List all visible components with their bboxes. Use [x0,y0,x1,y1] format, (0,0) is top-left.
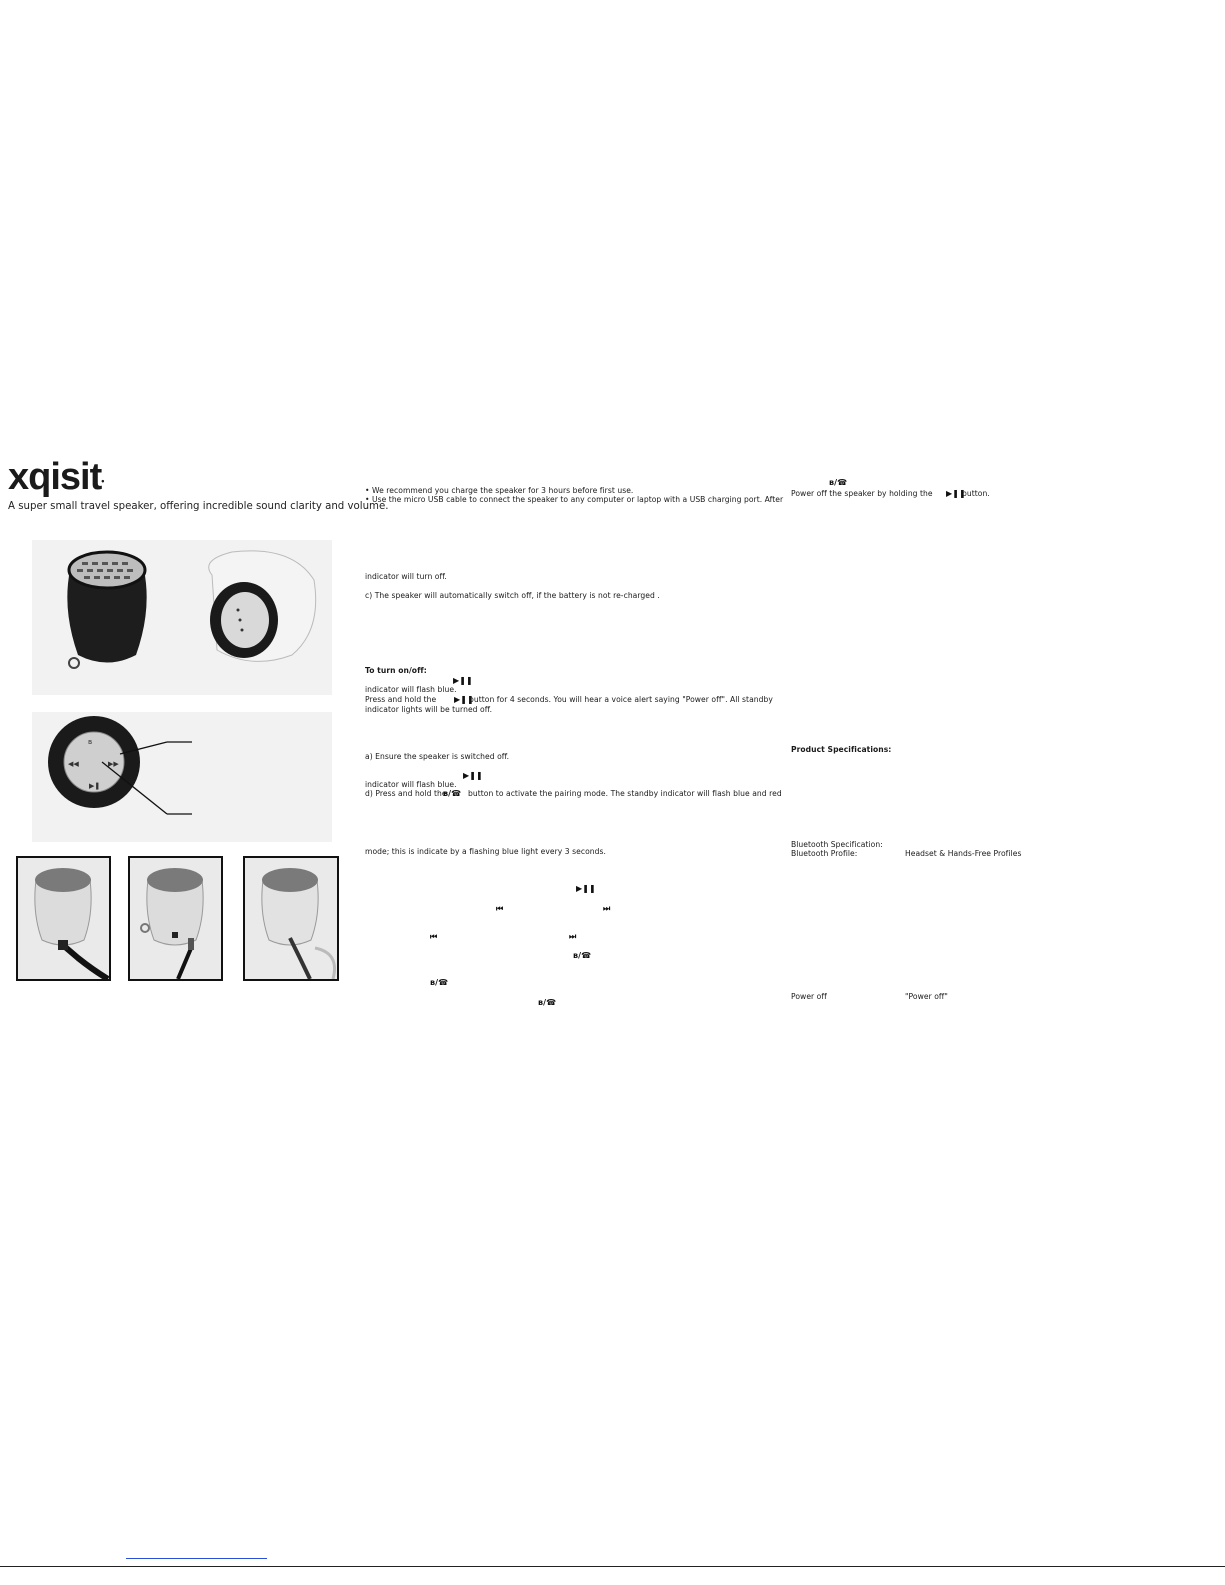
usb-charging-photo [16,856,111,981]
bluetooth-call-icon: ʙ/☎ [829,478,848,487]
svg-text:◀◀: ◀◀ [68,760,79,768]
bluetooth-call-icon: ʙ/☎ [573,951,592,960]
product-specs-heading: Product Specifications: [791,745,892,754]
svg-text:ʙ: ʙ [88,738,93,746]
bluetooth-spec-label: Bluetooth Specification: [791,840,883,849]
svg-text:▶❚: ▶❚ [89,782,101,790]
bluetooth-call-icon: ʙ/☎ [443,789,462,798]
lanyard-image [245,858,337,979]
bluetooth-profile-value: Headset & Hands-Free Profiles [905,849,1022,858]
play-pause-icon: ▶❚❚ [454,695,474,704]
next-track-icon: ⏭ [603,904,611,913]
tagline: A super small travel speaker, offering incredible sound clarity and volume. [8,501,389,512]
indicator-off-text: indicator will turn off. [365,572,447,581]
charge-note-1: • We recommend you charge the speaker for 3 hours before first use. [365,486,634,495]
power-off-text-a: Power off the speaker by holding the [791,489,933,498]
pairing-text-a: d) Press and hold the [365,789,447,798]
controls-diagram-area [32,712,332,842]
white-speaker-image [209,551,316,662]
ensure-off-text: a) Ensure the speaker is switched off. [365,752,510,761]
previous-track-icon: ⏮ [430,932,438,941]
controls-diagram [32,712,332,842]
press-hold-text-b: button for 4 seconds. You will hear a voice alert saying "Power off". All standby [469,695,773,704]
pairing-text-b: button to activate the pairing mode. The standby indicator will flash blue and red [468,789,782,798]
black-speaker-image [67,552,146,668]
brand-logo [8,458,103,496]
logo-dot: • [101,476,104,486]
lanyard-photo [243,856,339,981]
usb-charging-image [18,858,109,979]
speaker-photos [32,540,332,695]
turn-on-off-heading: To turn on/off: [365,666,427,675]
bluetooth-profile-label: Bluetooth Profile: [791,849,858,858]
flash-blue-text-2: indicator will flash blue. [365,780,457,789]
auto-switch-text: c) The speaker will automatically switch off, if the battery is not re-charged . [365,591,660,600]
bluetooth-call-icon: ʙ/☎ [538,998,557,1007]
logo-text: xqisit [8,456,102,498]
next-track-icon: ⏭ [569,932,577,941]
play-pause-icon: ▶❚❚ [453,676,473,685]
flash-blue-text-1: indicator will flash blue. [365,685,457,694]
aux-cable-photo [128,856,223,981]
pairing-mode-text: mode; this is indicate by a flashing blue light every 3 seconds. [365,847,606,856]
aux-cable-image [130,858,221,979]
voice-prompt-value: "Power off" [905,992,948,1001]
hyperlink-underline [126,1558,267,1559]
play-pause-icon: ▶❚❚ [576,884,596,893]
page-bottom-rule [0,1566,1225,1567]
voice-prompt-label: Power off [791,992,827,1001]
play-pause-icon: ▶❚❚ [463,771,483,780]
bluetooth-call-icon: ʙ/☎ [430,978,449,987]
svg-text:▶▶: ▶▶ [108,760,119,768]
charge-note-2: • Use the micro USB cable to connect the speaker to any computer or laptop with a USB charging port. After [365,495,784,504]
power-off-text-b: button. [962,489,990,498]
press-hold-text-a: Press and hold the [365,695,437,704]
lights-off-text: indicator lights will be turned off. [365,705,493,714]
play-pause-icon: ▶❚❚ [946,489,966,498]
previous-track-icon: ⏮ [496,904,504,913]
product-photo-area [32,540,332,695]
